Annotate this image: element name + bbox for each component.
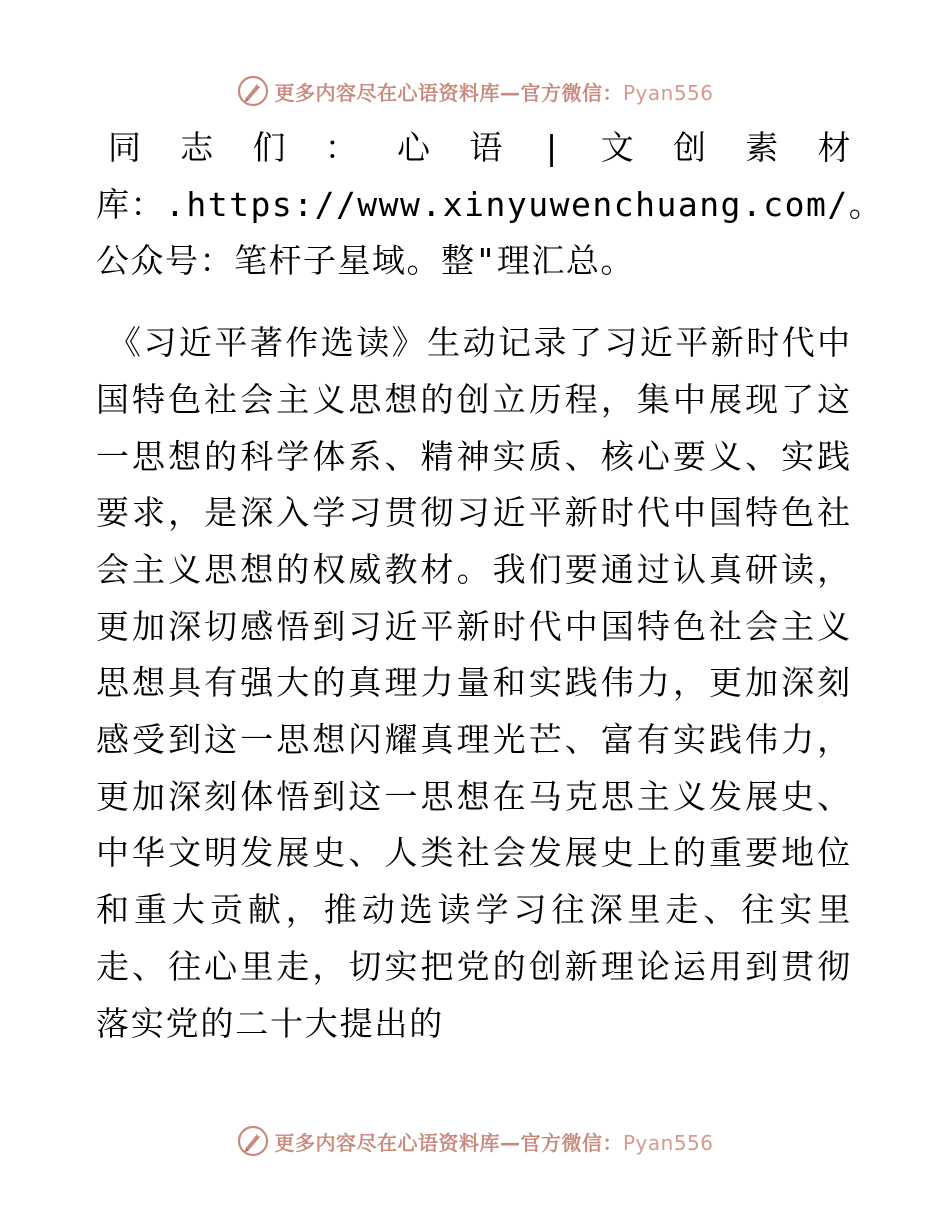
footer-watermark bbox=[0, 1121, 950, 1161]
main-paragraph: 《习近平著作选读》生动记录了习近平新时代中国特色社会主义思想的创立历程，集中展现了这一思想的科学体系、精神实质、核心要义、实践要求，是深入学习贯彻习近平新时代中国特色社会主义思想的权威教材。我们要通过认真研读，更加深切感悟到习近平新时代中国特色社会主义思想具有强大的真理力量和实践伟力，更加深刻感受到这一思想闪耀真理光芒、富有实践伟力，更加深刻体悟到这一思想在马克思主义发展史、中华文明发展史、人类社会发展史上的重要地位和重大贡献，推动选读学习往深里走、往实里走、往心里走，切实把党的创新理论运用到贯彻落实党的二十大提出的 bbox=[96, 323, 852, 1043]
quill-pen-logo-icon bbox=[236, 74, 270, 108]
document-body bbox=[96, 120, 884, 1052]
quill-pen-logo-icon bbox=[236, 1124, 270, 1158]
watermark-text: 更多内容尽在心语资料库—官方微信：Pyan556 bbox=[274, 80, 714, 105]
header-watermark bbox=[0, 71, 950, 111]
watermark-text: 更多内容尽在心语资料库—官方微信：Pyan556 bbox=[274, 1130, 714, 1155]
watermark-wechat-id: Pyan556 bbox=[622, 1130, 714, 1155]
intro-paragraph: 同志们：心语|文创素材库：.https://www.xinyuwenchuang.com/。公众号：笔杆子星域。整"理汇总。 bbox=[96, 128, 884, 281]
watermark-wechat-id: Pyan556 bbox=[622, 80, 714, 105]
